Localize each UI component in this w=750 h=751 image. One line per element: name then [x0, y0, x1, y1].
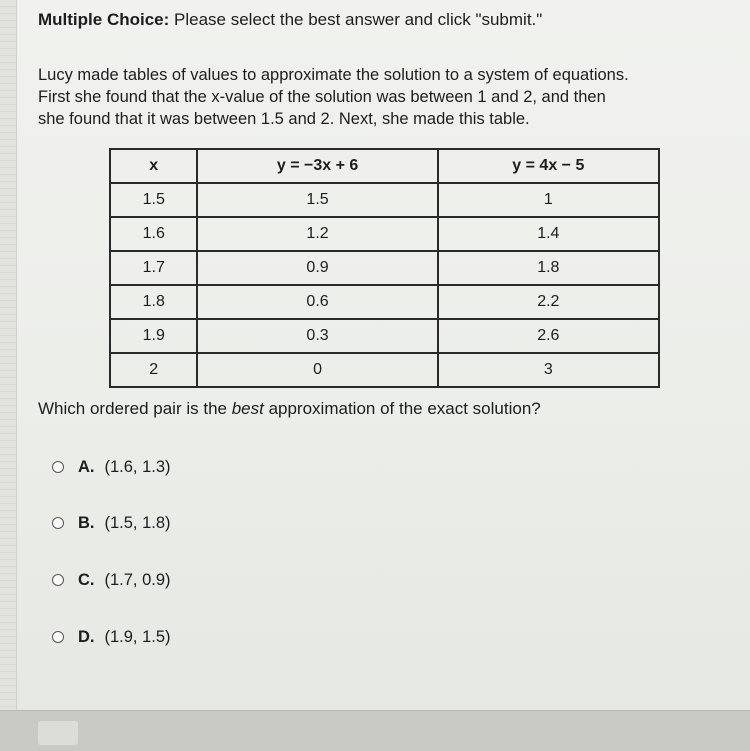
choice-text: (1.6, 1.3) [104, 457, 171, 476]
problem-text [38, 64, 738, 130]
table-cell: 0 [197, 353, 437, 387]
table-cell: 1.9 [110, 319, 197, 353]
values-table [109, 148, 660, 388]
table-cell: 1.5 [197, 183, 437, 217]
choice-text: (1.7, 0.9) [104, 570, 171, 589]
table-cell: 0.9 [197, 251, 437, 285]
choice-text: (1.5, 1.8) [104, 513, 171, 532]
choice-letter: D. [78, 627, 95, 646]
choice-letter: B. [78, 513, 95, 532]
table-row [110, 353, 659, 387]
choice-d[interactable] [52, 625, 171, 649]
radio-button-c[interactable] [52, 574, 64, 586]
problem-line: First she found that the x-value of the solution was between 1 and 2, and then [38, 88, 606, 106]
header-text: Please select the best answer and click "submit." [169, 10, 543, 29]
table-cell: 2 [110, 353, 197, 387]
question-before: Which ordered pair is the [38, 399, 232, 418]
problem-line: Lucy made tables of values to approximate the solution to a system of equations. [38, 66, 629, 84]
choice-letter: C. [78, 570, 95, 589]
table-header-eq2: y = 4x − 5 [438, 149, 659, 183]
choice-a[interactable] [52, 455, 171, 479]
header-label: Multiple Choice: [38, 10, 170, 29]
choice-b[interactable] [52, 511, 171, 535]
table-row [110, 251, 659, 285]
table-row [110, 217, 659, 251]
question-emphasis: best [231, 399, 264, 418]
table-cell: 1.8 [110, 285, 197, 319]
table-cell: 1.4 [438, 217, 659, 251]
radio-button-a[interactable] [52, 461, 64, 473]
table-header-row [110, 149, 659, 183]
choice-text: (1.9, 1.5) [104, 627, 171, 646]
problem-line: she found that it was between 1.5 and 2. Next, she made this table. [38, 110, 530, 128]
radio-button-b[interactable] [52, 517, 64, 529]
question-text [38, 399, 541, 419]
table-header-eq1: y = −3x + 6 [197, 149, 437, 183]
table-cell: 1.5 [110, 183, 197, 217]
table-row [110, 285, 659, 319]
table-cell: 3 [438, 353, 659, 387]
table-header-x: x [110, 149, 197, 183]
radio-button-d[interactable] [52, 631, 64, 643]
table-cell: 0.3 [197, 319, 437, 353]
instructions-header [38, 10, 542, 30]
table-cell: 1 [438, 183, 659, 217]
table-row [110, 319, 659, 353]
footer-bar [0, 710, 750, 751]
printer-icon[interactable] [38, 721, 78, 745]
table-cell: 1.7 [110, 251, 197, 285]
table-cell: 0.6 [197, 285, 437, 319]
table-cell: 1.6 [110, 217, 197, 251]
table-cell: 1.8 [438, 251, 659, 285]
choice-c[interactable] [52, 568, 171, 592]
left-edge-strip [0, 0, 17, 710]
table-cell: 2.6 [438, 319, 659, 353]
choice-letter: A. [78, 457, 95, 476]
table-cell: 1.2 [197, 217, 437, 251]
table-cell: 2.2 [438, 285, 659, 319]
table-row [110, 183, 659, 217]
question-after: approximation of the exact solution? [263, 399, 541, 418]
